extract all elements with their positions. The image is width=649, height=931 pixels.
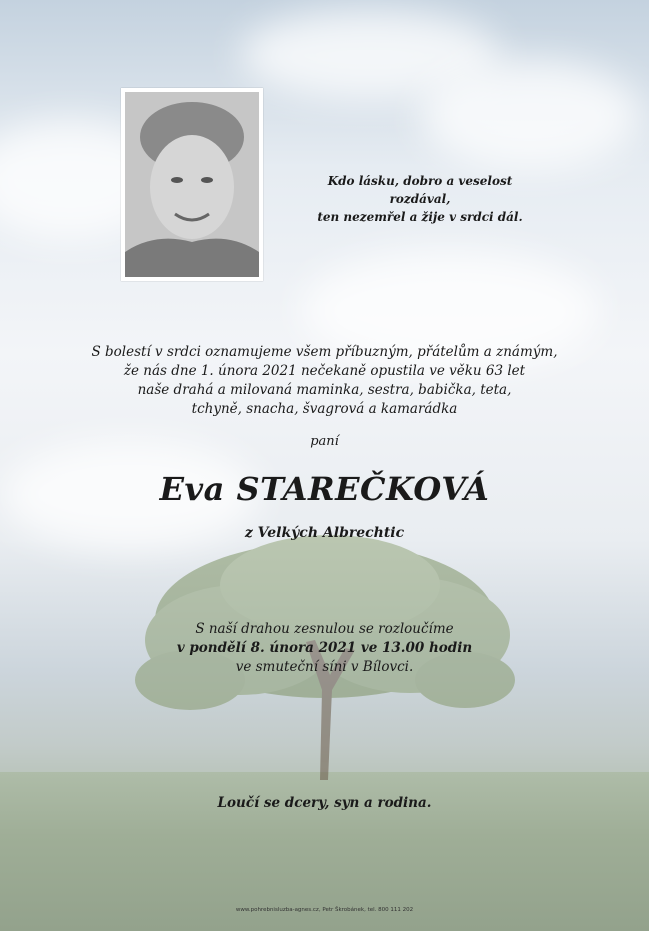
motto-line: Kdo lásku, dobro a veselost rozdával,: [327, 174, 513, 206]
motto-line: ten nezemřel a žije v srdci dál.: [317, 210, 523, 224]
cloud: [420, 60, 640, 170]
salutation: paní: [310, 434, 339, 449]
ceremony-place: ve smuteční síni v Bílovci.: [235, 659, 414, 675]
announcement-line: tchyně, snacha, švagrová a kamarádka: [191, 401, 458, 417]
announcement-line: S bolestí v srdci oznamujeme všem příbuzným, přátelům a známým,: [91, 344, 558, 360]
family-farewell: Loučí se dcery, syn a rodina.: [217, 795, 432, 811]
deceased-origin: z Velkých Albrechtic: [244, 525, 405, 541]
deceased-photo: [121, 88, 263, 281]
ceremony-date: v pondělí 8. února 2021 ve 13.00 hodin: [176, 640, 473, 656]
funeral-service-footer: www.pohrebnisluzba-agnes.cz, Petr Škrobánek, tel. 800 111 202: [235, 907, 414, 913]
portrait-image: [125, 92, 259, 277]
announcement-line: že nás dne 1. února 2021 nečekaně opustila ve věku 63 let: [123, 363, 526, 379]
deceased-name: Eva STAREČKOVÁ: [159, 470, 490, 508]
ceremony-details: [100, 620, 549, 677]
ceremony-line: S naší drahou zesnulou se rozloučíme: [195, 621, 454, 637]
announcement-line: naše drahá a milovaná maminka, sestra, babička, teta,: [137, 382, 512, 398]
announcement-text: [60, 343, 589, 419]
memorial-motto: [300, 172, 540, 226]
